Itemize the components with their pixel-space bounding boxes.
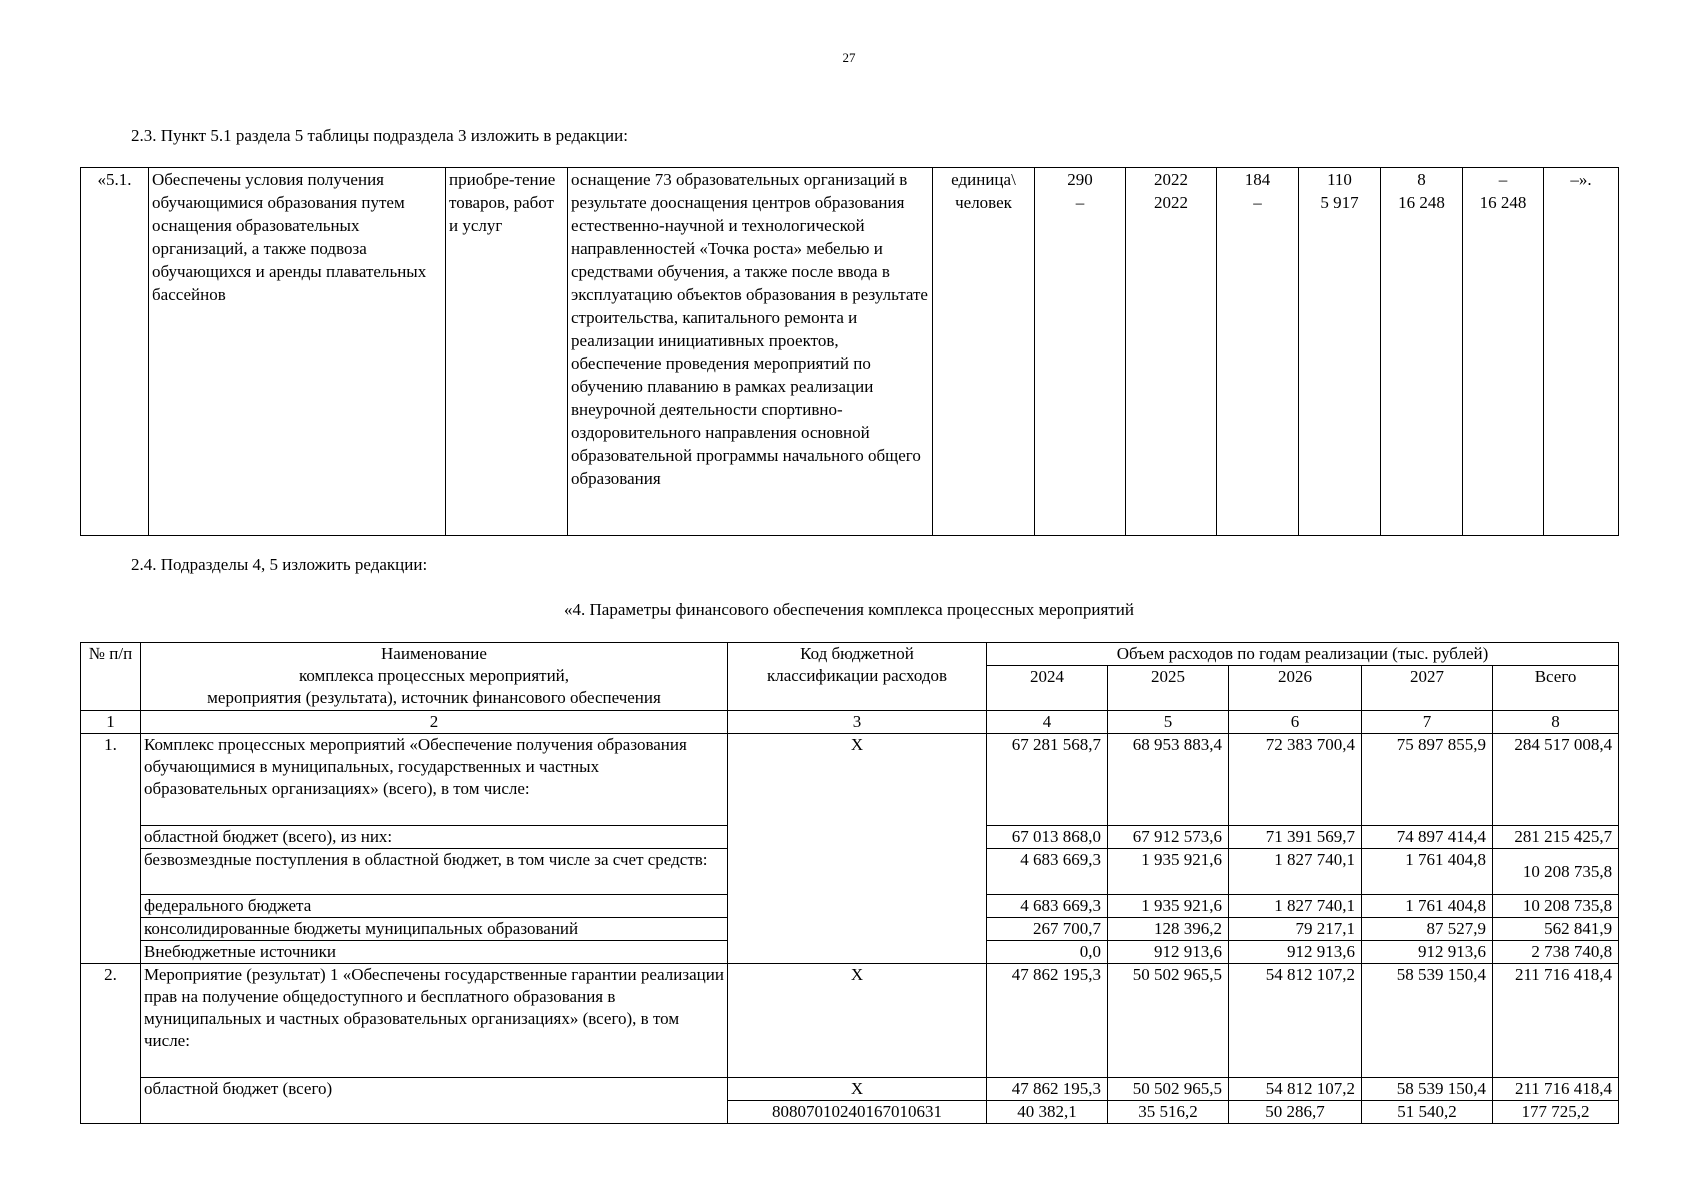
value-2026: 54 812 107,2 [1229,1078,1362,1101]
header-name-line-2: комплекса процессных мероприятий, [298,666,570,685]
section-4-title: «4. Параметры финансового обеспечения комплекса процессных мероприятий [564,600,1134,619]
column-index: 4 [987,711,1108,734]
row-name: Комплекс процессных мероприятий «Обеспечение получения образования обучающимися в муниципальных, государственных и частных образовательных организациях» (всего), в том числе: [141,734,728,826]
point-description: оснащение 73 образовательных организаций в результате дооснащения центров образования естественно-научной и технологической направленностей «Точка роста» мебелью и средствами обучения, а также после ввода в эксплуатацию объектов образования в результате строительства, капитального ремонта и реализации инициативных проектов, обеспечение проведения мероприятий по обучению плаванию в рамках реализации внеурочной деятельности спортивно-оздоровительного направления основной образовательной программы начального общего образования [568,168,933,536]
value-2027-2: 16 248 [1479,193,1527,212]
value-2027: 74 897 414,4 [1362,826,1493,849]
value-2025: 50 502 965,5 [1108,964,1229,1078]
value-2025: 35 516,2 [1108,1101,1229,1124]
value-total: 211 716 418,4 [1493,964,1619,1078]
header-2027: 2027 [1362,666,1493,711]
row-name: областной бюджет (всего) [141,1078,728,1124]
value-2025-2: 5 917 [1320,193,1359,212]
value-2026: 54 812 107,2 [1229,964,1362,1078]
row-number: 2. [81,964,141,1124]
row-name: Мероприятие (результат) 1 «Обеспечены государственные гарантии реализации прав на получение общедоступного и бесплатного образования в муниципальных и частных образовательных организациях» (всего), в том числе: [141,964,728,1078]
value-2025: 67 912 573,6 [1108,826,1229,849]
value-total: 562 841,9 [1493,918,1619,941]
value-2026-1: 8 [1417,170,1426,189]
column-index: 3 [728,711,987,734]
row-code: Х [728,964,987,1078]
value-2026: 71 391 569,7 [1229,826,1362,849]
row-code: Х [728,734,987,964]
paragraph-2-4: 2.4. Подразделы 4, 5 изложить редакции: [131,555,428,574]
column-index: 6 [1229,711,1362,734]
table-row [81,734,1619,826]
point-type: приобре-тение товаров, работ и услуг [446,168,568,536]
base-value-2: – [1075,193,1085,212]
value-2024: 0,0 [987,941,1108,964]
base-year-1: 2022 [1154,170,1188,189]
row-name: федерального бюджета [141,895,728,918]
value-2026: 50 286,7 [1229,1101,1362,1124]
value-2024: 4 683 669,3 [987,849,1108,895]
paragraph-2-3: 2.3. Пункт 5.1 раздела 5 таблицы подраздела 3 изложить в редакции: [131,126,628,145]
value-2025: 50 502 965,5 [1108,1078,1229,1101]
value-2027: 58 539 150,4 [1362,1078,1493,1101]
unit-line-2: человек [955,193,1012,212]
base-value-cell [1035,168,1126,536]
value-2025: 68 953 883,4 [1108,734,1229,826]
header-code [728,643,987,711]
base-year-cell [1126,168,1217,536]
point-5-1-table [80,167,1619,536]
value-2026: 1 827 740,1 [1229,849,1362,895]
row-number: 1. [81,734,141,964]
value-2027-cell [1463,168,1544,536]
value-2024: 47 862 195,3 [987,964,1108,1078]
row-name: безвозмездные поступления в областной бюджет, в том числе за счет средств: [141,849,728,895]
row-code: 80807010240167010631 [728,1101,987,1124]
value-total: 284 517 008,4 [1493,734,1619,826]
column-index: 1 [81,711,141,734]
value-2024: 67 281 568,7 [987,734,1108,826]
value-total: 211 716 418,4 [1493,1078,1619,1101]
base-year-2: 2022 [1154,193,1188,212]
column-index: 7 [1362,711,1493,734]
value-2026-2: 16 248 [1398,193,1445,212]
value-2024: 47 862 195,3 [987,1078,1108,1101]
value-2027: 1 761 404,8 [1362,849,1493,895]
value-2026: 79 217,1 [1229,918,1362,941]
value-2024: 40 382,1 [987,1101,1108,1124]
column-index-row [81,711,1619,734]
value-2024: 267 700,7 [987,918,1108,941]
row-code: Х [728,1078,987,1101]
point-number: «5.1. [81,168,149,536]
value-total: 281 215 425,7 [1493,826,1619,849]
header-name-line-1: Наименование [381,644,487,663]
header-number: № п/п [81,643,141,711]
column-index: 8 [1493,711,1619,734]
table-row [81,964,1619,1078]
row-name: областной бюджет (всего), из них: [141,826,728,849]
header-name [141,643,728,711]
point-5-1-row [81,168,1619,536]
value-2025-cell [1299,168,1381,536]
point-name: Обеспечены условия получения обучающимися образования путем оснащения образовательных организаций, а также подвоза обучающихся и аренды плавательных бассейнов [149,168,446,536]
value-total: 10 208 735,8 [1493,895,1619,918]
value-2024: 67 013 868,0 [987,826,1108,849]
header-volume: Объем расходов по годам реализации (тыс. рублей) [987,643,1619,666]
value-2027: 1 761 404,8 [1362,895,1493,918]
header-2025: 2025 [1108,666,1229,711]
header-2026: 2026 [1229,666,1362,711]
unit-line-1: единица\ [951,170,1016,189]
value-2024-cell [1217,168,1299,536]
row-name: Внебюджетные источники [141,941,728,964]
value-2026: 72 383 700,4 [1229,734,1362,826]
header-row-1 [81,643,1619,666]
value-2025-1: 110 [1327,170,1352,189]
header-code-line-1: Код бюджетной [800,644,914,663]
value-2027: 912 913,6 [1362,941,1493,964]
value-2026-cell [1381,168,1463,536]
value-total: 177 725,2 [1493,1101,1619,1124]
header-total: Всего [1493,666,1619,711]
value-total: 10 208 735,8 [1493,849,1619,895]
value-2025: 1 935 921,6 [1108,895,1229,918]
value-total: 2 738 740,8 [1493,941,1619,964]
column-index: 5 [1108,711,1229,734]
base-value-1: 290 [1067,170,1093,189]
value-2025: 912 913,6 [1108,941,1229,964]
page-number: 27 [842,50,856,65]
value-2027: 87 527,9 [1362,918,1493,941]
value-2027: 58 539 150,4 [1362,964,1493,1078]
value-2027: 75 897 855,9 [1362,734,1493,826]
value-2024-1: 184 [1244,170,1271,189]
closing-cell [1544,168,1619,536]
table-row [81,1078,1619,1101]
header-code-line-2: классификации расходов [766,666,948,685]
header-2024: 2024 [987,666,1108,711]
value-2027: 51 540,2 [1362,1101,1493,1124]
value-2026: 912 913,6 [1229,941,1362,964]
unit-cell [933,168,1035,536]
financing-table [80,642,1619,1124]
value-2025: 1 935 921,6 [1108,849,1229,895]
value-2026: 1 827 740,1 [1229,895,1362,918]
header-name-line-3: мероприятия (результата), источник финансового обеспечения [207,688,661,707]
value-2025: 128 396,2 [1108,918,1229,941]
value-2027-1: – [1498,170,1508,189]
value-2024: 4 683 669,3 [987,895,1108,918]
column-index: 2 [141,711,728,734]
closing-mark: –». [1570,170,1592,189]
row-name: консолидированные бюджеты муниципальных образований [141,918,728,941]
value-2024-2: – [1253,193,1262,212]
